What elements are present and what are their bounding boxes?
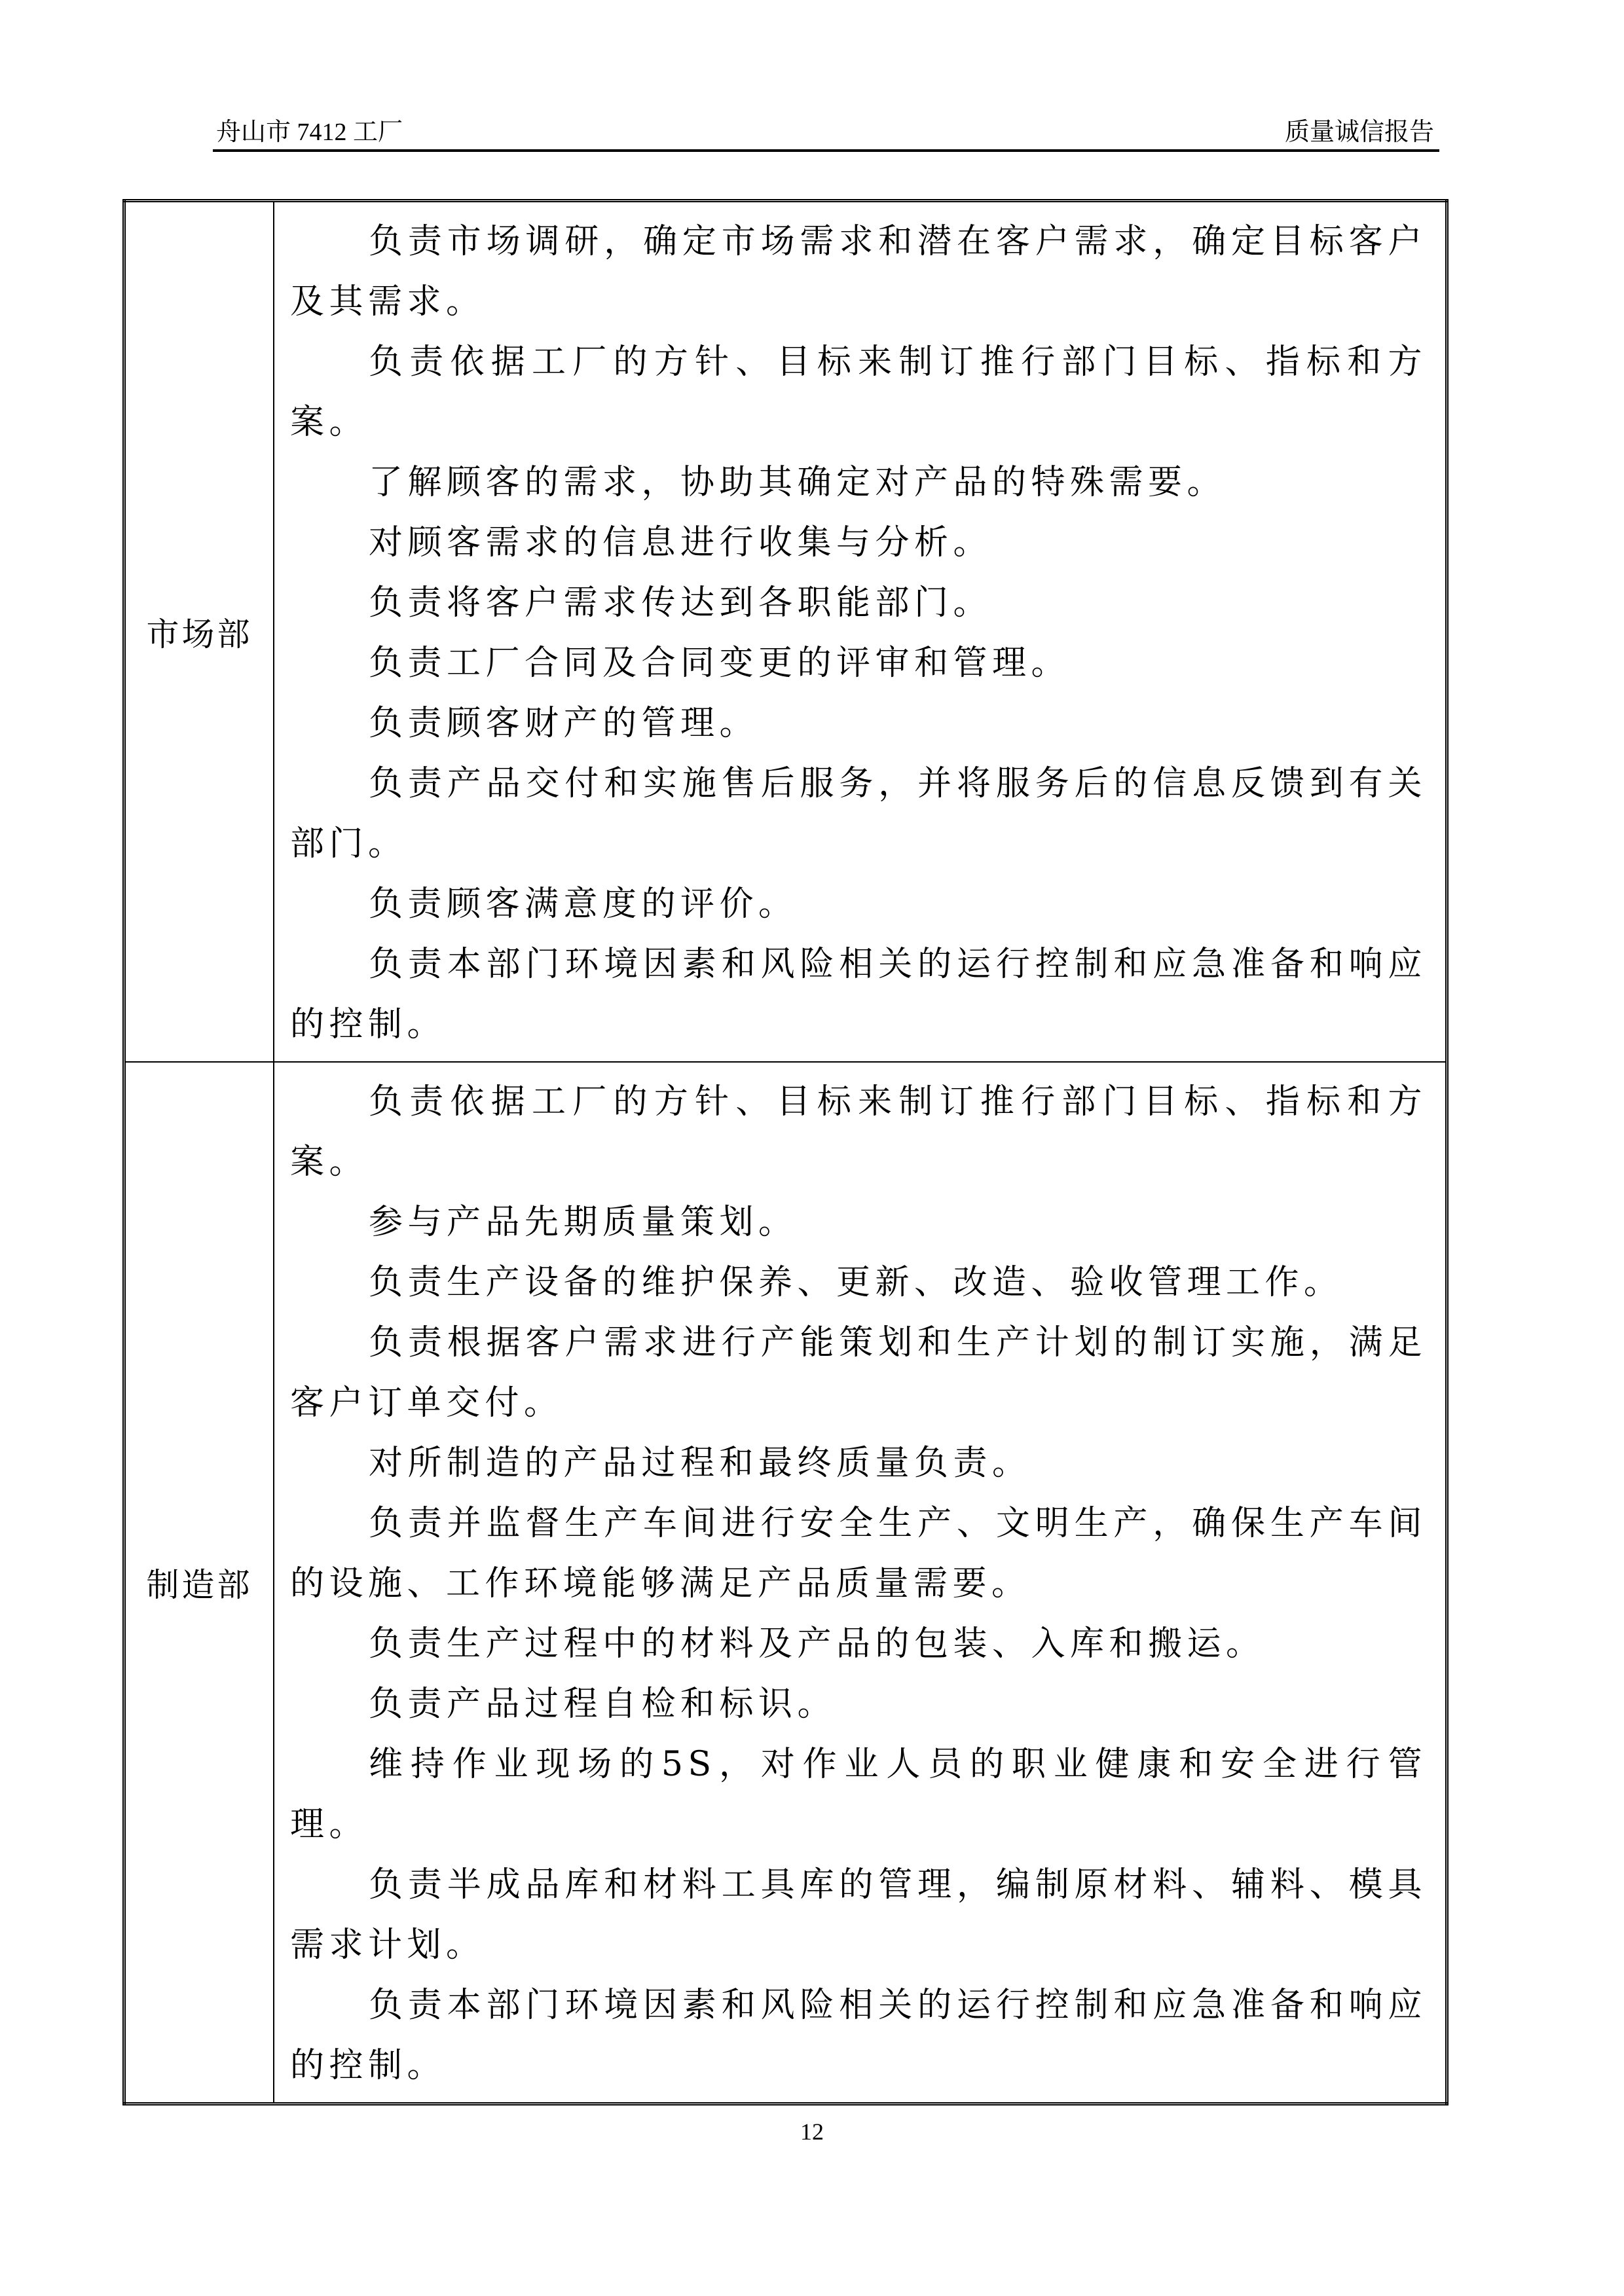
- department-name: 市场部: [124, 201, 274, 1063]
- duty-item: 负责生产过程中的材料及产品的包装、入库和搬运。: [369, 1624, 1265, 1664]
- duty-item: 负责半成品库和材料工具库的管理，编制原材料、辅料、模具需求计划。: [290, 1865, 1427, 1965]
- department-duties: [274, 201, 1447, 1063]
- duty-item: 对顾客需求的信息进行收集与分析。: [369, 523, 993, 562]
- header-company: 舟山市 7412 工厂: [216, 118, 403, 146]
- header-report-title: 质量诚信报告: [1284, 118, 1434, 146]
- table-row: [124, 1062, 1447, 2104]
- header-divider: [213, 149, 1439, 152]
- duty-item: 负责工厂合同及合同变更的评审和管理。: [369, 644, 1071, 683]
- page-number: 12: [800, 2119, 824, 2145]
- duty-item: 负责根据客户需求进行产能策划和生产计划的制订实施，满足客户订单交付。: [290, 1323, 1427, 1423]
- duty-item: 负责顾客财产的管理。: [369, 704, 759, 743]
- duty-item: 负责并监督生产车间进行安全生产、文明生产，确保生产车间的设施、工作环境能够满足产品质量需要。: [290, 1504, 1427, 1603]
- duty-item: 负责本部门环境因素和风险相关的运行控制和应急准备和响应的控制。: [290, 945, 1427, 1044]
- duty-item: 负责依据工厂的方针、目标来制订推行部门目标、指标和方案。: [290, 1082, 1427, 1182]
- duty-item: 对所制造的产品过程和最终质量负责。: [369, 1444, 1031, 1483]
- duty-item: 负责产品交付和实施售后服务，并将服务后的信息反馈到有关部门。: [290, 764, 1427, 864]
- department-name: 制造部: [124, 1062, 274, 2104]
- duty-item: 负责市场调研，确定市场需求和潜在客户需求，确定目标客户及其需求。: [290, 222, 1427, 321]
- department-duties: [274, 1062, 1447, 2104]
- duty-item: 负责生产设备的维护保养、更新、改造、验收管理工作。: [369, 1263, 1343, 1302]
- duty-item: 负责产品过程自检和标识。: [369, 1685, 837, 1724]
- duty-item: 维持作业现场的5S，对作业人员的职业健康和安全进行管理。: [290, 1745, 1427, 1844]
- duty-item: 负责本部门环境因素和风险相关的运行控制和应急准备和响应的控制。: [290, 1986, 1427, 2085]
- responsibility-table: [122, 199, 1449, 2105]
- duty-item: 了解顾客的需求，协助其确定对产品的特殊需要。: [369, 463, 1227, 502]
- table-row: [124, 201, 1447, 1063]
- duty-item: 负责顾客满意度的评价。: [369, 884, 798, 924]
- duty-item: 参与产品先期质量策划。: [369, 1203, 798, 1242]
- duty-item: 负责依据工厂的方针、目标来制订推行部门目标、指标和方案。: [290, 342, 1427, 442]
- duty-item: 负责将客户需求传达到各职能部门。: [369, 583, 993, 623]
